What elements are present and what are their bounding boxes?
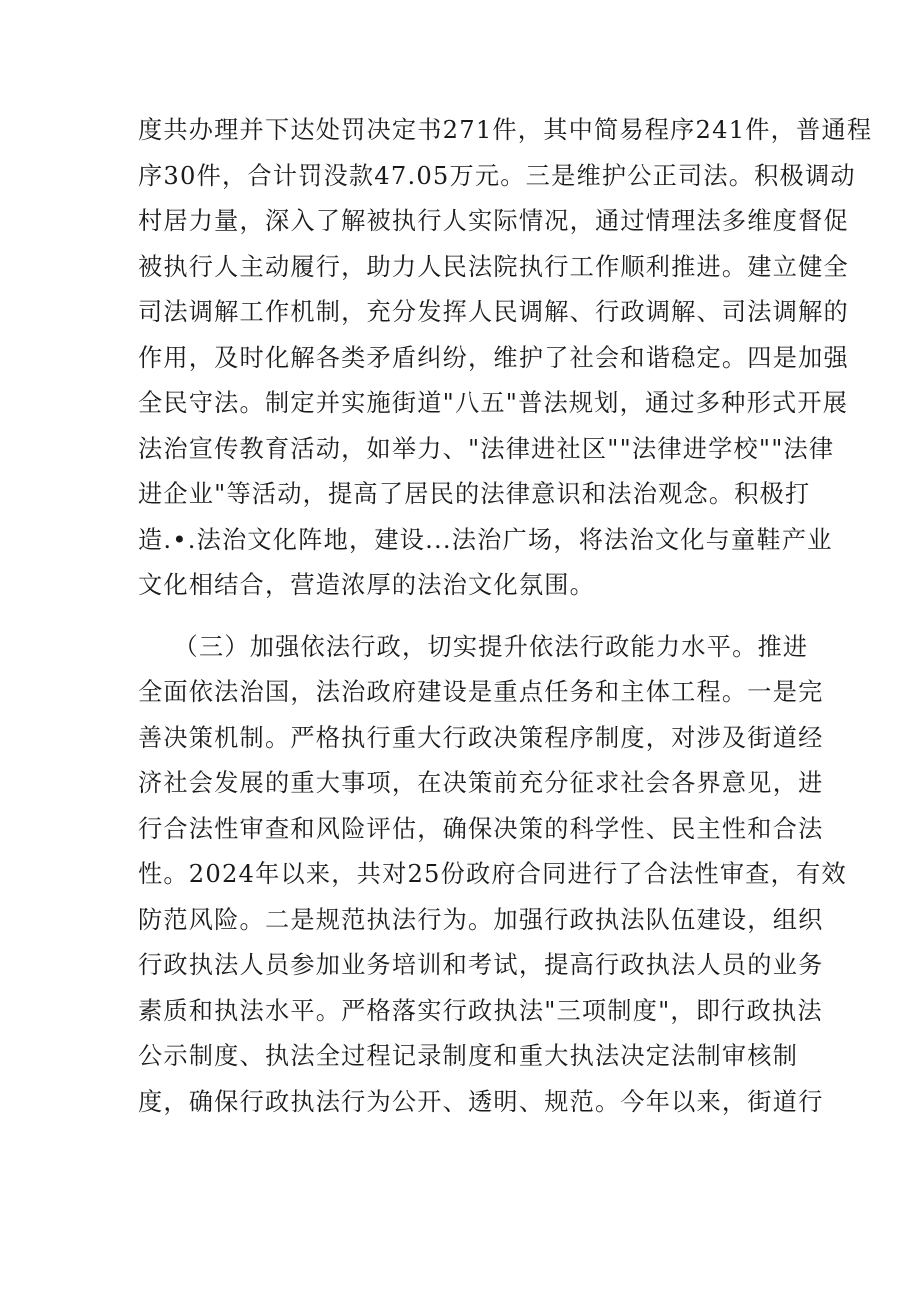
text-line: 素质和执法水平。严格落实行政执法"三项制度"，即行政执法 — [138, 996, 823, 1025]
text-line: 公示制度、执法全过程记录制度和重大执法决定法制审核制 — [138, 1042, 799, 1070]
text-line: 济社会发展的重大事项，在决策前充分征求社会各界意见，进 — [138, 769, 824, 797]
paragraph-2 — [138, 625, 847, 1126]
document-body — [138, 108, 873, 1125]
text-line: 度，确保行政执法行为公开、透明、规范。今年以来，街道行 — [138, 1087, 824, 1116]
text-line: 文化相结合，营造浓厚的法治文化氛围。 — [138, 571, 595, 599]
text-line: 性。2024年以来，共对25份政府合同进行了合法性审查，有效 — [138, 860, 847, 888]
text-line: 行合法性审查和风险评估，确保决策的科学性、民主性和合法 — [138, 814, 824, 843]
text-line: 造.•.法治文化阵地，建设...法治广场，将法治文化与童鞋产业 — [138, 525, 833, 554]
text-line: 全面依法治国，法治政府建设是重点任务和主体工程。一是完 — [138, 678, 824, 706]
text-line: 行政执法人员参加业务培训和考试，提高行政执法人员的业务 — [138, 951, 824, 979]
text-line: 全民守法。制定并实施街道"八五"普法规划，通过多种形式开展 — [138, 389, 849, 417]
paragraph-spacer — [138, 609, 788, 625]
text-line: 法治宣传教育活动，如举力、"法律进社区""法律进学校""法律 — [138, 434, 835, 463]
text-line: 善决策机制。严格执行重大行政决策程序制度，对涉及街道经 — [138, 723, 824, 752]
text-line: 被执行人主动履行，助力人民法院执行工作顺利推进。建立健全 — [138, 252, 849, 281]
text-line: 防范风险。二是规范执法行为。加强行政执法队伍建设，组织 — [138, 905, 824, 934]
text-line: 司法调解工作机制，充分发挥人民调解、行政调解、司法调解的 — [138, 298, 849, 326]
text-line: 作用，及时化解各类矛盾纠纷，维护了社会和谐稳定。四是加强 — [138, 343, 849, 372]
text-line: （三）加强依法行政，切实提升依法行政能力水平。推进 — [138, 632, 809, 661]
text-line: 进企业"等活动，提高了居民的法律意识和法治观念。积极打 — [138, 480, 811, 508]
text-line: 序30件，合计罚没款47.05万元。三是维护公正司法。积极调动 — [138, 161, 856, 190]
text-line: 村居力量，深入了解被执行人实际情况，通过情理法多维度督促 — [138, 207, 849, 235]
text-line: 度共办理并下达处罚决定书271件，其中简易程序241件，普通程 — [138, 116, 873, 144]
paragraph-1 — [138, 108, 873, 609]
